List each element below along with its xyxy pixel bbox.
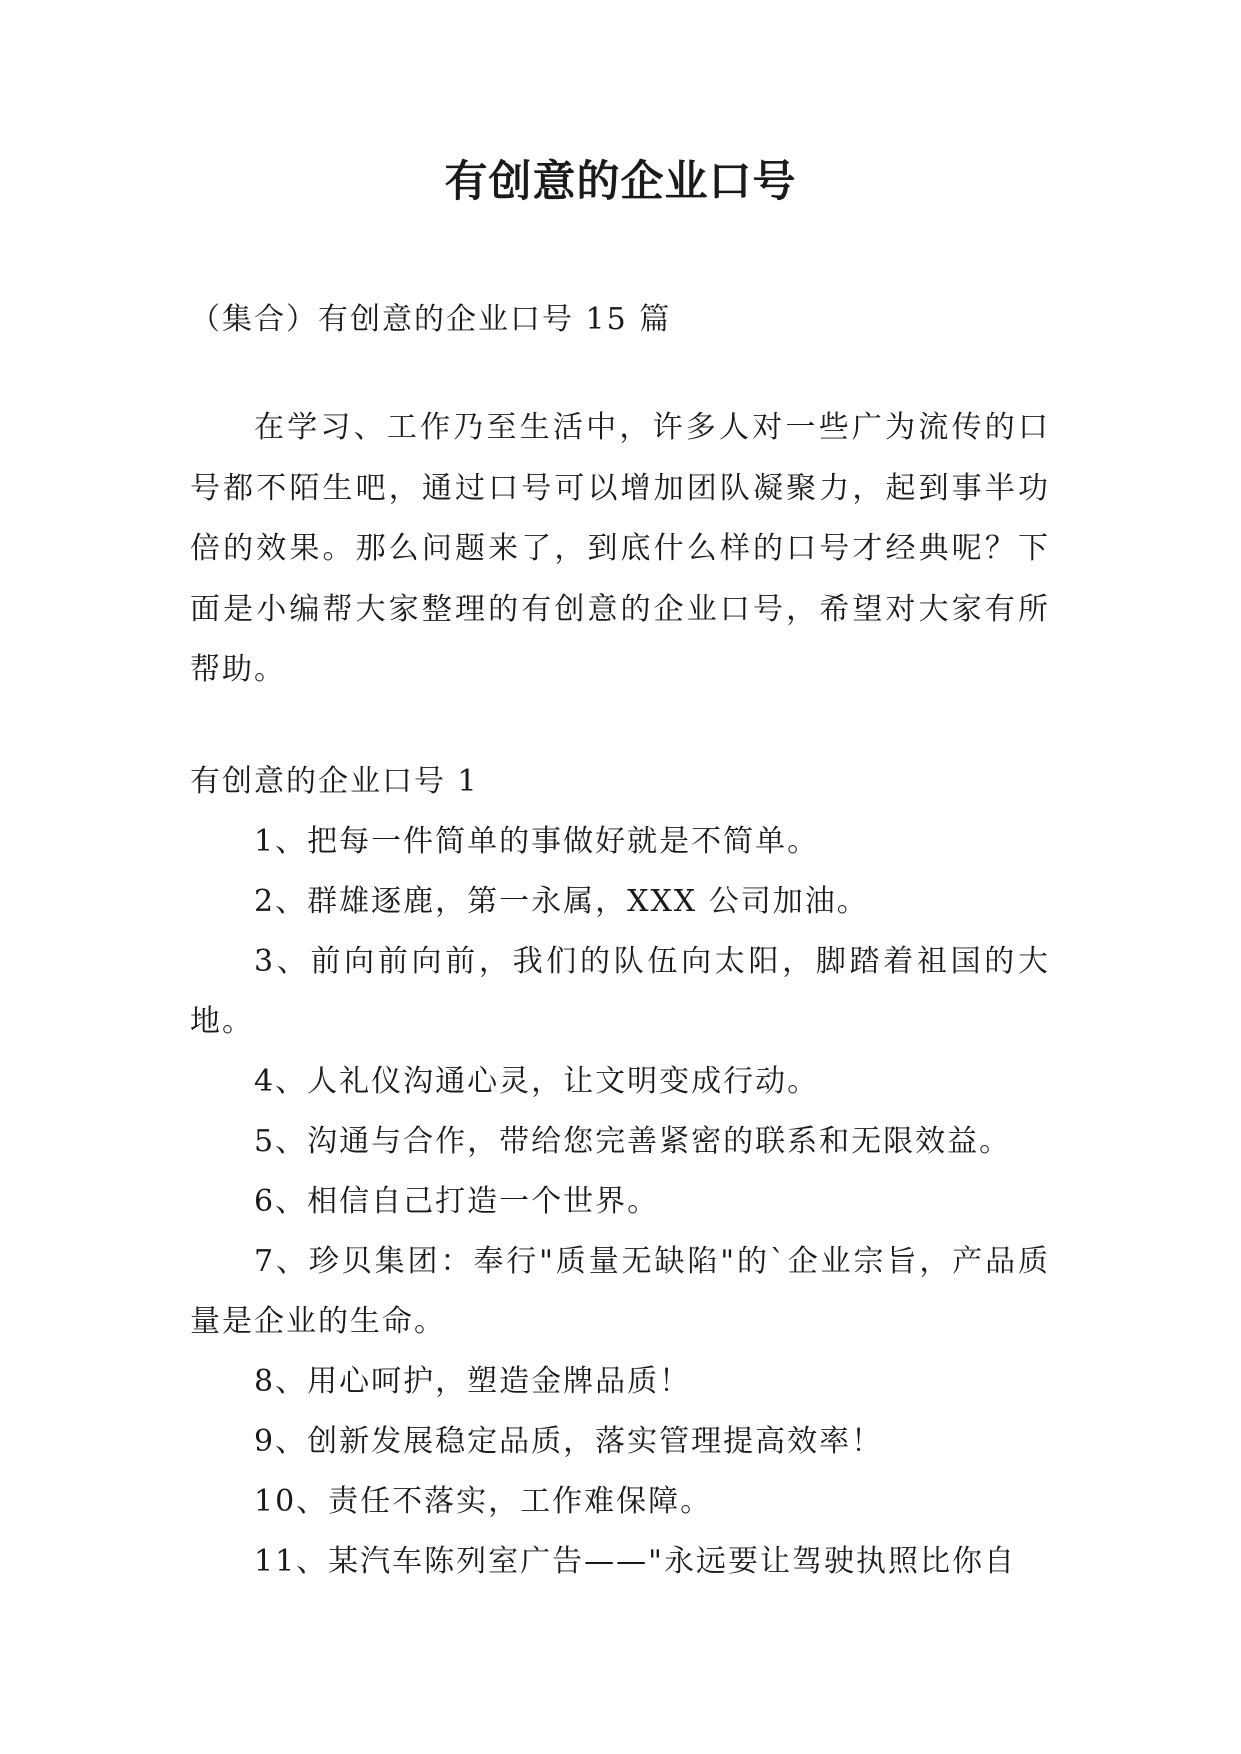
slogan-list — [190, 812, 1050, 1592]
slogan-item-11: 11、某汽车陈列室广告——"永远要让驾驶执照比你自 — [254, 1544, 1016, 1579]
slogan-item-4: 4、人礼仪沟通心灵，让文明变成行动。 — [254, 1064, 820, 1099]
slogan-item-3: 3、前向前向前，我们的队伍向太阳，脚踏着祖国的大地。 — [190, 944, 1050, 1039]
document-subtitle: （集合）有创意的企业口号 15 篇 — [190, 302, 672, 337]
slogan-item-7: 7、珍贝集团：奉行"质量无缺陷"的`企业宗旨，产品质量是企业的生命。 — [190, 1244, 1050, 1339]
slogan-item-2: 2、群雄逐鹿，第一永属，XXX 公司加油。 — [254, 884, 869, 919]
slogan-item-5: 5、沟通与合作，带给您完善紧密的联系和无限效益。 — [254, 1124, 1012, 1159]
slogan-item-1: 1、把每一件简单的事做好就是不简单。 — [254, 824, 820, 859]
slogan-item-9: 9、创新发展稳定品质，落实管理提高效率！ — [254, 1424, 884, 1459]
slogan-item-8: 8、用心呵护，塑造金牌品质！ — [254, 1364, 692, 1399]
intro-paragraph: 在学习、工作乃至生活中，许多人对一些广为流传的口号都不陌生吧，通过口号可以增加团队凝聚力，起到事半功倍的效果。那么问题来了，到底什么样的口号才经典呢？下面是小编帮大家整理的有创意的企业口号，希望对大家有所帮助。 — [190, 410, 1050, 687]
slogan-item-10: 10、责任不落实，工作难保障。 — [254, 1484, 713, 1519]
document-title: 有创意的企业口号 — [444, 157, 797, 207]
slogan-item-6: 6、相信自己打造一个世界。 — [254, 1184, 660, 1219]
section-heading: 有创意的企业口号 1 — [190, 764, 479, 799]
